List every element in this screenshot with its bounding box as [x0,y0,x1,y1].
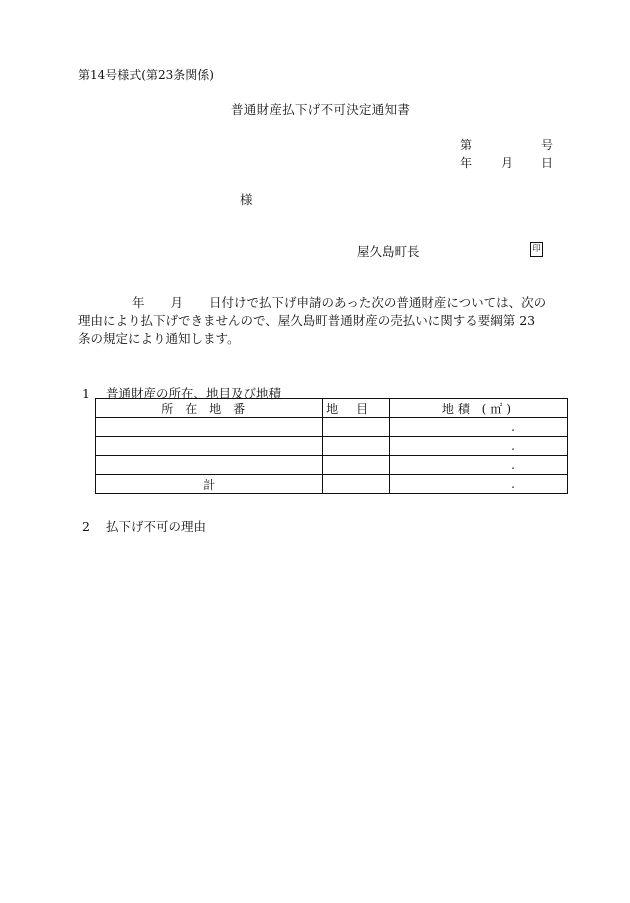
document-title: 普通財産払下げ不可決定通知書 [231,102,411,117]
cell-area: . [389,456,567,475]
date-year-label: 年 [460,156,473,170]
header-category: 地目 [323,399,389,418]
sender-name: 屋久島町長 [357,244,420,259]
table-total-row [96,475,568,494]
cell-location [96,456,323,475]
body-year: 年 [132,295,145,310]
cell-category [323,418,389,437]
addressee-suffix: 様 [240,192,253,207]
form-number: 第14号様式(第23条関係) [78,68,214,82]
section-2-number: 2 [82,519,90,534]
section-2-heading [82,517,206,535]
reference-no-label: 第 [460,138,473,152]
total-category [323,475,389,494]
notice-body [78,294,570,348]
section-2-title: 払下げ不可の理由 [106,519,207,534]
body-month: 月 [170,295,184,310]
body-line-1 [78,294,570,312]
cell-location [96,437,323,456]
header-location: 所在地番 [96,399,323,418]
table-row [96,456,568,475]
section-1-title: 普通財産の所在、地目及び地積 [106,386,282,401]
table-header-row [96,399,568,418]
reference-go-label: 号 [541,138,554,152]
table-row [96,418,568,437]
cell-category [323,456,389,475]
body-line-2: 理由により払下げできませんので、屋久島町普通財産の売払いに関する要綱第 23 [78,313,536,328]
body-line1-rest: 日付けで払下げ申請のあった次の普通財産については、次の [209,295,547,310]
cell-area: . [389,418,567,437]
header-area: 地積 (㎡) [389,399,567,418]
section-1-number: 1 [82,386,90,401]
date-day-label: 日 [541,156,554,170]
total-area: . [389,475,567,494]
cell-category [323,437,389,456]
total-label: 計 [96,475,323,494]
land-table [95,398,568,494]
body-line-3: 条の規定により通知します。 [78,331,240,346]
date-month-label: 月 [501,156,514,170]
cell-location [96,418,323,437]
table-row [96,437,568,456]
cell-area: . [389,437,567,456]
seal-mark: 印 [530,242,543,257]
